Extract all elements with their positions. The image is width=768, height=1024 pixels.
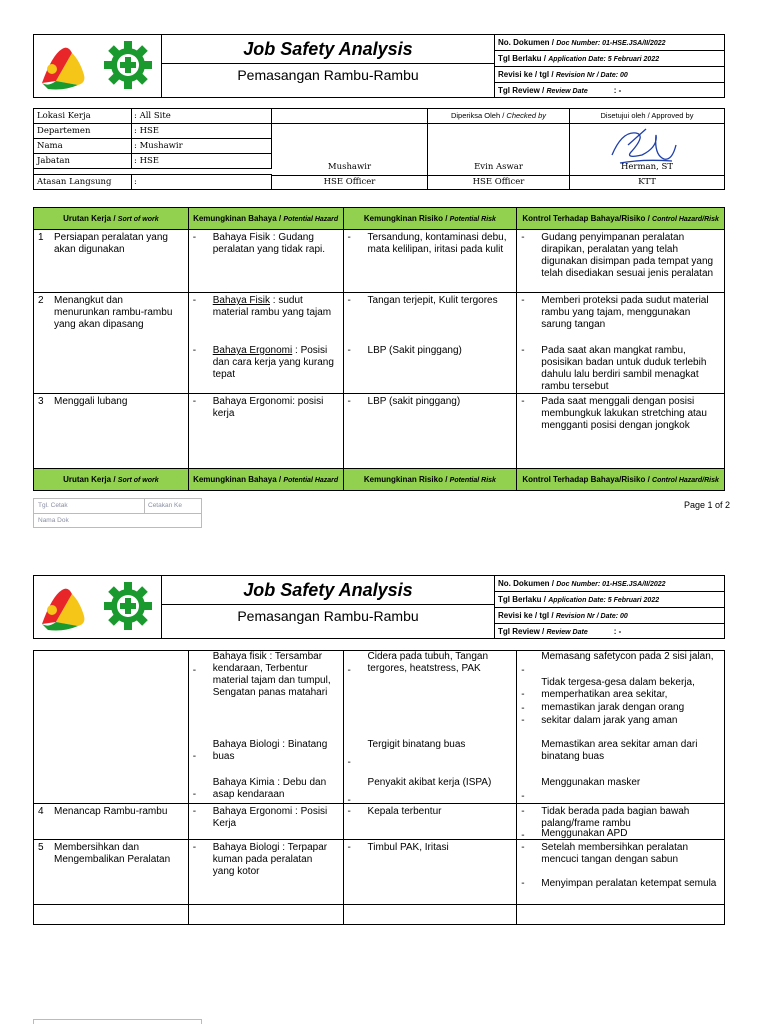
risk-text: LBP (sakit pinggang) [367, 396, 461, 407]
control-text: Menyimpan peralatan ketempat semula [541, 878, 717, 889]
print-count-label: Cetakan Ke [144, 499, 182, 513]
approved-label: Disetujui oleh / Approved by [570, 109, 724, 124]
print-date-label: Tgl. Cetak [38, 502, 68, 509]
table-row: 2 Menangkut dan menurunkan rambu-rambu yang akan dipasang - Bahaya Fisik : sudut material rambu yang tajam - Bahaya Ergonomi : Posisi dan cara kerja yang kurang tepat - Tangan terjepit, Kulit tergores - LBP (Sakit pinggang) - Memberi proteksi pada sudut material rambu yang tajam, menggunakan sarung tangan - Pada saat akan mangkat rambu, posisikan badan untuk duduk terlebih dahulu lalu berdiri sambil menagkat rambu tersebut [34, 293, 725, 394]
control-text: memastikan jarak dengan orang [541, 702, 685, 713]
control-text: Menggunakan masker [541, 777, 641, 788]
doc-name-label: Nama Dok [38, 517, 69, 524]
control-text: Tidak berada pada bagian bawah palang/frame rambu [541, 806, 690, 829]
logo-icon [34, 35, 162, 97]
risk-text: Penyakit akibat kerja (ISPA) [367, 777, 492, 788]
approved-role: KTT [570, 175, 724, 189]
page-number: Page 1 of 2 [684, 500, 731, 510]
hazard-text: Bahaya fisik : Tersambar kendaraan, Terbentur material tajam dan tumpul, Sengatan panas matahari [212, 651, 331, 698]
page1-header [33, 34, 725, 98]
table-footer-row: Urutan Kerja / Sort of work Kemungkinan Bahaya / Potential Hazard Kemungkinan Risiko / Potential Risk Kontrol Terhadap Bahaya/Risiko / Control Hazard/Risk [34, 469, 725, 491]
risk-text: Tangan terjepit, Kulit tergores [367, 295, 498, 306]
document-subtitle: Pemasangan Rambu-Rambu [237, 67, 419, 83]
control-text: Memastikan area sekitar aman dari binatang buas [541, 739, 698, 762]
info-value: : [132, 174, 272, 189]
approved-name: Herman, ST [620, 162, 673, 172]
hazard-text: Bahaya Biologi : Binatang buas [212, 739, 328, 762]
signature-icon [602, 125, 682, 167]
jsa-table-page2 [33, 650, 725, 925]
task-text: Membersihkan dan Mengembalikan Peralatan [54, 842, 171, 865]
info-value: : HSE [132, 124, 272, 139]
col-header-hazard: Kemungkinan Bahaya / Potential Hazard [188, 208, 343, 230]
document-title: Job Safety Analysis [162, 576, 494, 605]
company-logo [34, 576, 162, 638]
control-text: Gudang penyimpanan peralatan dirapikan, peralatan yang telah digunakan disimpan pada tempat yang telah disediakan sesuai jenis peralatan [541, 232, 714, 279]
page2-header [33, 575, 725, 639]
risk-text: Timbul PAK, Iritasi [367, 842, 449, 853]
col-header-control: Kontrol Terhadap Bahaya/Risiko / Control Hazard/Risk [517, 208, 725, 230]
hazard-text: Bahaya Fisik : sudut material rambu yang tajam [212, 295, 332, 318]
info-label: Atasan Langsung [34, 174, 132, 189]
task-text: Persiapan peralatan yang akan digunakan [54, 232, 168, 255]
control-text: Memasang safetycon pada 2 sisi jalan, [541, 651, 714, 662]
table-row-empty [34, 905, 725, 925]
hazard-text: Bahaya Ergonomi : Posisi Kerja [212, 806, 328, 829]
info-value: : Mushawir [132, 139, 272, 154]
application-date: Tgl Berlaku / Application Date: 5 Februari 2022 [495, 51, 724, 67]
revision: Revisi ke / tgl / Revision Nr / Date: 00 [495, 67, 724, 83]
risk-text: Kepala terbentur [367, 806, 442, 817]
checked-by: Diperiksa Oleh / Checked by Evin Aswar HSE Officer [428, 109, 570, 189]
print-info-box [33, 1019, 202, 1024]
table-row: Bahaya fisik : Tersambar kendaraan, Terbentur material tajam dan tumpul, Sengatan panas matahari - Bahaya Biologi : Binatang buas - Bahaya Kimia : Debu dan asap kendaraan - Cidera pada tubuh, Tangan tergores, heatstress, PAK - Tergigit binatang buas - Penyakit akibat kerja (ISPA) - Memasang safetycon pada 2 sisi jalan, - Tidak tergesa-gesa dalam bekerja, - memperhatikan area sekitar, - memastikan jarak dengan orang - sekitar dalam jarak yang aman Memastikan area sekitar aman dari binatang buas Menggunakan masker - [34, 651, 725, 804]
print-info-box [33, 498, 202, 528]
hazard-text: Bahaya Ergonomi: posisi kerja [212, 396, 324, 419]
prepared-by [272, 109, 428, 189]
doc-meta [495, 35, 724, 97]
task-text: Menggali lubang [54, 396, 128, 407]
document-subtitle: Pemasangan Rambu-Rambu [237, 608, 419, 624]
info-label: Jabatan [34, 154, 132, 169]
jsa-table-page1 [33, 207, 725, 491]
document-title: Job Safety Analysis [162, 35, 494, 64]
col-header-task: Urutan Kerja / Sort of work [34, 208, 189, 230]
control-text: Memberi proteksi pada sudut material rambu yang tajam, menggunakan sarung tangan [541, 295, 709, 330]
doc-number: No. Dokumen / Doc Number: 01-HSE.JSA/II/2022 [495, 35, 724, 51]
info-label: Departemen [34, 124, 132, 139]
company-logo [34, 35, 162, 97]
info-value: : All Site [132, 109, 272, 124]
table-row: 4 Menancap Rambu-rambu - Bahaya Ergonomi : Posisi Kerja - Kepala terbentur - Tidak berada pada bagian bawah palang/frame rambu - Menggunakan APD [34, 804, 725, 840]
risk-text: Cidera pada tubuh, Tangan tergores, heatstress, PAK [367, 651, 488, 674]
control-text: Menggunakan APD [541, 828, 628, 839]
control-text: Pada saat akan mangkat rambu, posisikan badan untuk duduk terlebih dahulu lalu berdiri sambil menagkat rambu tersebut [541, 345, 707, 392]
hazard-text: Bahaya Biologi : Terpapar kuman pada peralatan yang kotor [212, 842, 328, 877]
table-header-row [34, 208, 725, 230]
prepared-name: Mushawir [327, 162, 372, 172]
risk-text: Tergigit binatang buas [367, 739, 466, 750]
hazard-text: Bahaya Ergonomi : Posisi dan cara kerja yang kurang tepat [212, 345, 334, 380]
review-date: Tgl Review / Review Date : - [498, 86, 622, 95]
task-text: Menancap Rambu-rambu [54, 806, 168, 817]
task-text: Menangkut dan menurunkan rambu-rambu yang akan dipasang [54, 295, 173, 330]
checked-role: HSE Officer [428, 175, 569, 189]
control-text: Pada saat menggali dengan posisi membungkuk lakukan stretching atau mengganti posisi dengan jongkok [541, 396, 707, 431]
table-row: 1 Persiapan peralatan yang akan digunakan - Bahaya Fisik : Gudang peralatan yang tidak rapi. - Tersandung, kontaminasi debu, mata kelilipan, iritasi pada kulit - Gudang penyimpanan peralatan dirapikan, peralatan yang telah digunakan disimpan pada tempat yang telah disediakan sesuai jenis peralatan [34, 230, 725, 293]
info-label: Lokasi Kerja [34, 109, 132, 124]
risk-text: LBP (Sakit pinggang) [367, 345, 462, 356]
hazard-text: Bahaya Kimia : Debu dan asap kendaraan [212, 777, 327, 800]
risk-text: Tersandung, kontaminasi debu, mata kelilipan, iritasi pada kulit [367, 232, 507, 255]
control-text: Setelah membersihkan peralatan mencuci tangan dengan sabun [541, 842, 689, 865]
control-text: Tidak tergesa-gesa dalam bekerja, [541, 677, 695, 688]
info-value: : HSE [132, 154, 272, 169]
doc-meta: No. Dokumen / Doc Number: 01-HSE.JSA/II/2022 Tgl Berlaku / Application Date: 5 Februari 2022 Revisi ke / tgl / Revision Nr / Date: 00 Tgl Review / Review Date : - [495, 576, 724, 638]
info-label: Nama [34, 139, 132, 154]
approved-by [570, 109, 724, 189]
control-text: sekitar dalam jarak yang aman [541, 715, 678, 726]
control-text: memperhatikan area sekitar, [541, 689, 668, 700]
table-row: 5 Membersihkan dan Mengembalikan Peralatan - Bahaya Biologi : Terpapar kuman pada peralatan yang kotor - Timbul PAK, Iritasi - Setelah membersihkan peralatan mencuci tangan dengan sabun - Menyimpan peralatan ketempat semula [34, 840, 725, 905]
prepared-role: HSE Officer [272, 175, 427, 189]
col-header-risk: Kemungkinan Risiko / Potential Risk [343, 208, 517, 230]
logo-icon [34, 576, 162, 638]
table-row: 3 Menggali lubang - Bahaya Ergonomi: posisi kerja - LBP (sakit pinggang) - Pada saat menggali dengan posisi membungkuk lakukan stretching atau mengganti posisi dengan jongkok [34, 394, 725, 469]
checked-name: Evin Aswar [474, 162, 523, 172]
hazard-text: Bahaya Fisik : Gudang peralatan yang tidak rapi. [212, 232, 326, 255]
info-block [33, 108, 725, 190]
